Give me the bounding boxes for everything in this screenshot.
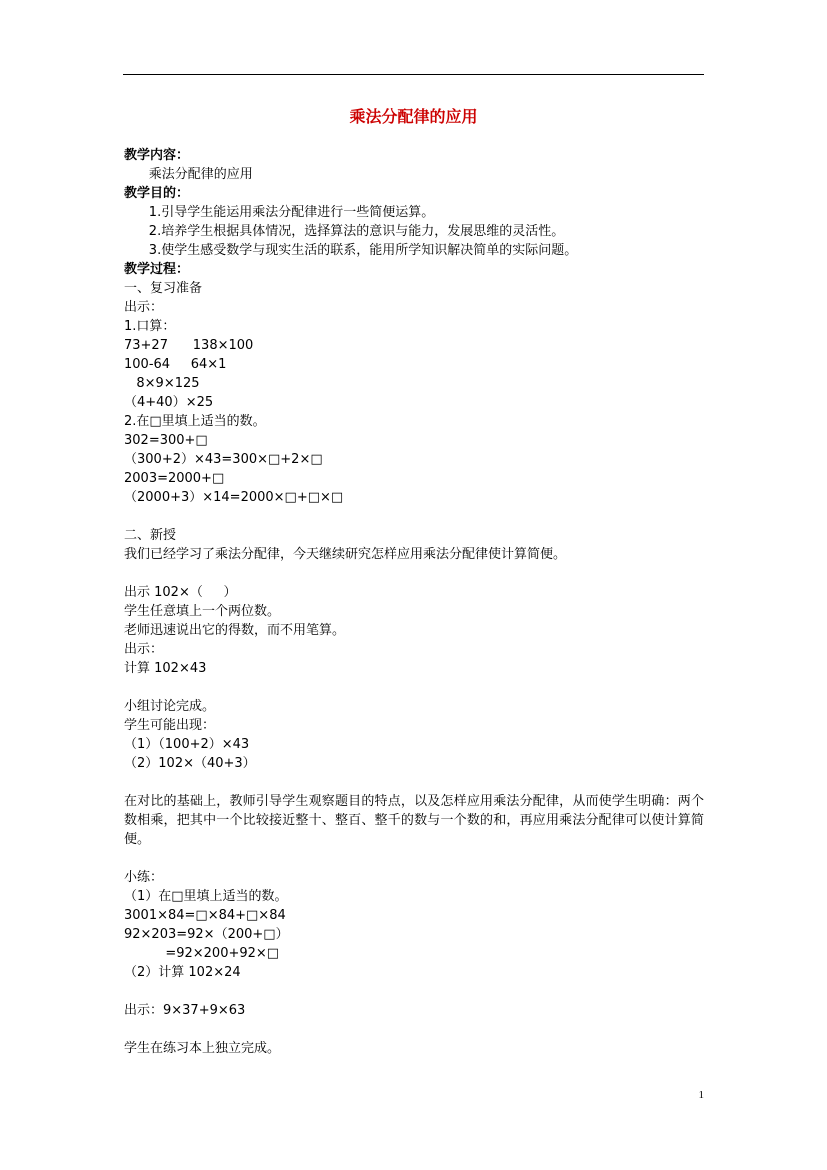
text-line: 学生可能出现： [124, 718, 216, 733]
text-line: 1.口算： [124, 319, 176, 334]
section-heading: 教学内容： [124, 148, 190, 163]
text-line: 在对比的基础上，教师引导学生观察题目的特点，以及怎样应用乘法分配律，从而使学生明确：两个数相乘，把其中一个比较接近整十、整百、整千的数与一个数的和，再应用乘法分配律可以使计算简便。 [124, 794, 704, 847]
text-line: 出示： [124, 300, 164, 315]
section-heading: 教学过程： [124, 262, 190, 277]
text-line: 出示 102×（ ） [124, 585, 237, 600]
text-line: （1）在□里填上适当的数。 [124, 889, 288, 904]
section-heading: 教学目的： [124, 186, 190, 201]
text-line: 一、复习准备 [124, 281, 203, 296]
document-body [124, 146, 704, 1058]
text-line: 小练： [124, 870, 164, 885]
text-line: 302=300+□ [124, 433, 208, 448]
blank-line [124, 507, 704, 526]
text-line: 3001×84=□×84+□×84 [124, 908, 286, 923]
text-line: 老师迅速说出它的得数，而不用笔算。 [124, 623, 346, 638]
text-line: （2）102×（40+3） [124, 756, 256, 771]
text-line: 学生任意填上一个两位数。 [124, 604, 281, 619]
text-line: 乘法分配律的应用 [124, 167, 253, 182]
text-line: 2.在□里填上适当的数。 [124, 414, 266, 429]
text-line: （1）（100+2）×43 [124, 737, 250, 752]
text-line: 2.培养学生根据具体情况，选择算法的意识与能力，发展思维的灵活性。 [124, 224, 565, 239]
blank-line [124, 564, 704, 583]
text-line: 100-64 64×1 [124, 357, 227, 372]
text-line: 小组讨论完成。 [124, 699, 216, 714]
blank-line [124, 1020, 704, 1039]
text-line: 92×203=92×（200+□） [124, 927, 289, 942]
blank-line [124, 678, 704, 697]
blank-line [124, 849, 704, 868]
text-line: =92×200+92×□ [124, 946, 280, 961]
header-rule [123, 74, 704, 75]
text-line: （2）计算 102×24 [124, 965, 241, 980]
text-line: （2000+3）×14=2000×□+□×□ [124, 490, 344, 505]
document-title: 乘法分配律的应用 [349, 107, 478, 126]
text-line: （300+2）×43=300×□+2×□ [124, 452, 323, 467]
text-line: 我们已经学习了乘法分配律，今天继续研究怎样应用乘法分配律使计算简便。 [124, 547, 567, 562]
text-line: （4+40）×25 [124, 395, 214, 410]
blank-line [124, 982, 704, 1001]
text-line: 出示：9×37+9×63 [124, 1003, 246, 1018]
page-number: 1 [698, 1089, 704, 1101]
text-line: 计算 102×43 [124, 661, 207, 676]
text-line: 学生在练习本上独立完成。 [124, 1041, 281, 1056]
text-line: 3.使学生感受数学与现实生活的联系，能用所学知识解决简单的实际问题。 [124, 243, 578, 258]
blank-line [124, 773, 704, 792]
text-line: 出示： [124, 642, 164, 657]
text-line: 2003=2000+□ [124, 471, 225, 486]
text-line: 73+27 138×100 [124, 338, 254, 353]
text-line: 8×9×125 [124, 376, 200, 391]
text-line: 二、新授 [124, 528, 177, 543]
text-line: 1.引导学生能运用乘法分配律进行一些简便运算。 [124, 205, 435, 220]
